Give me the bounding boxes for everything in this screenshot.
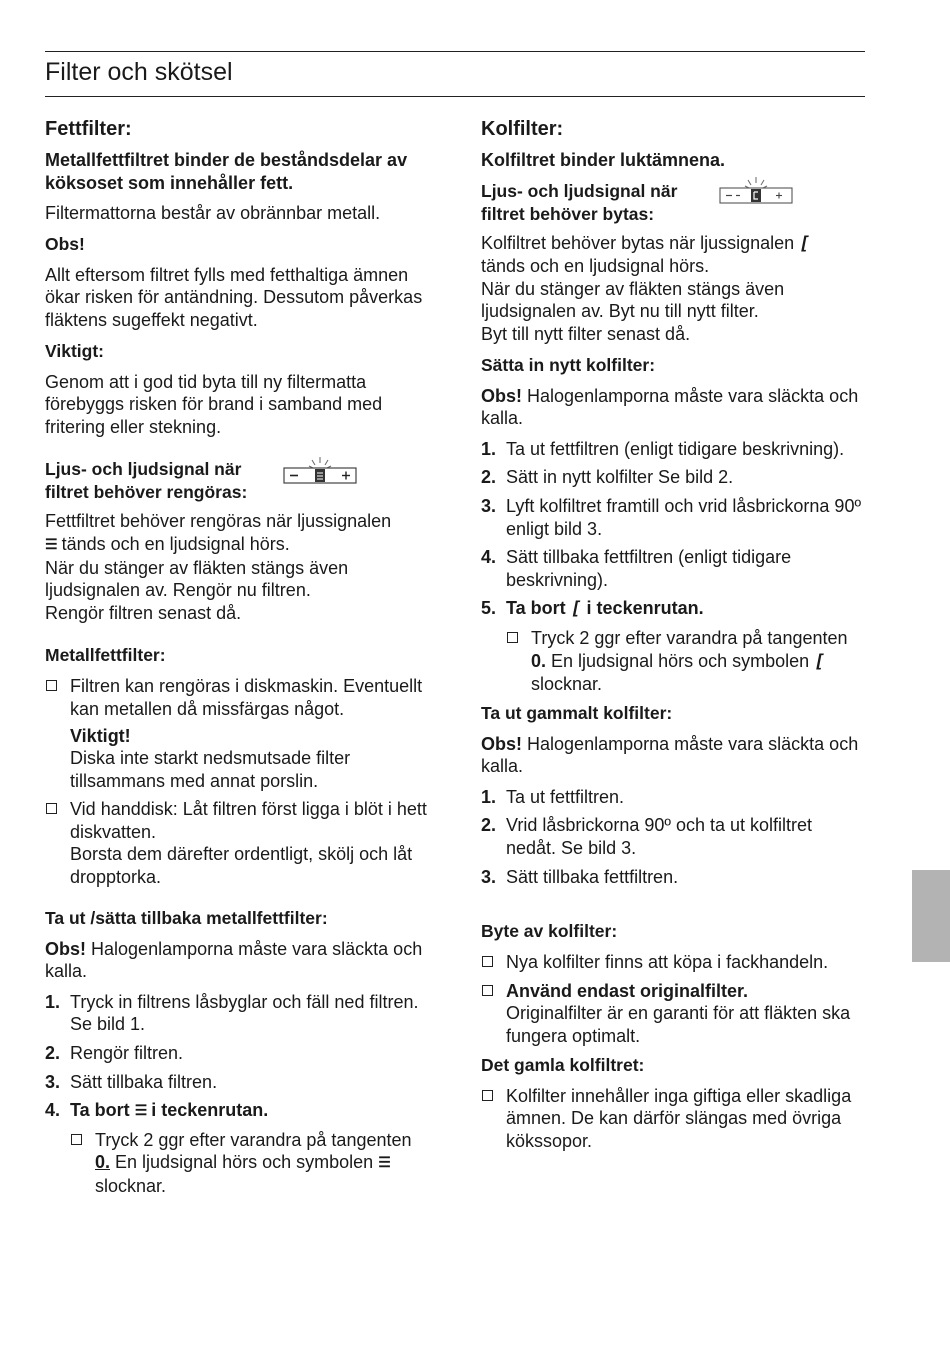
list-item: 3. Sätt tillbaka fettfiltren. [481, 866, 679, 887]
list-item: Filtren kan rengöras i diskmaskin. Eventuellt kan metallen då missfärgas något. Viktigt! Diska inte starkt nedsmutsade filter tillsammans med annat porslin. [45, 675, 430, 792]
obs-heading: Obs! [45, 233, 85, 254]
list-item: 1. Ta ut fettfiltren. [481, 786, 625, 807]
kolfilter-signal-icon [718, 176, 794, 215]
byte-heading: Byte av kolfilter: [481, 921, 618, 942]
list-item: Tryck 2 ggr efter varandra på tangenten 0. En ljudsignal hörs och symbolen ☰ slocknar. [70, 1129, 430, 1198]
nytt-step5 [481, 597, 866, 621]
grease-filter-symbol-icon: ☰ [45, 536, 57, 553]
list-item: 3. Lyft kolfiltret framtill och vrid låsbrickorna 90º enligt bild 3. [481, 495, 862, 539]
checkbox-icon [482, 1090, 493, 1101]
list-item: 2. Rengör filtren. [45, 1043, 184, 1064]
checkbox-icon [46, 803, 57, 814]
checkbox-icon [482, 956, 493, 967]
obs-text: Allt eftersom filtret fylls med fetthaltiga ämnen ökar risken för antändning. Dessutom påverkas fläktens sugeffekt negativt. [45, 264, 423, 330]
list-item: 2. Vrid låsbrickorna 90º och ta ut kolfiltret nedåt. Se bild 3. [481, 815, 813, 859]
viktigt-sublabel: Viktigt! [70, 725, 131, 746]
nytt-kolfilter-heading: Sätta in nytt kolfilter: [481, 354, 656, 375]
list-item: 1. Tryck in filtrens låsbyglar och fäll ned filtren. Se bild 1. [45, 991, 419, 1035]
metallfettfilter-list [45, 675, 430, 888]
byte-list [481, 951, 866, 1047]
grease-filter-symbol-icon: ☰ [378, 1155, 390, 1172]
checkbox-icon [71, 1134, 82, 1145]
top-rule [45, 51, 865, 52]
taut-heading: Ta ut /sätta tillbaka metallfettfilter: [45, 907, 328, 928]
gammalt-steps [481, 786, 866, 888]
viktigt-text: Genom att i god tid byta till ny filtermatta förebyggs risken för brand i samband med fritering eller stekning. [45, 371, 383, 437]
left-column [45, 118, 430, 1204]
checkbox-icon [46, 680, 57, 691]
right-column [481, 118, 866, 1158]
kolfilter-signal-p1: Kolfiltret behöver bytas när ljussignalen [ tänds och en ljudsignal hörs. [481, 232, 811, 277]
list-item: 5. Ta bort [ i teckenrutan. [481, 598, 704, 620]
fettfilter-signal-icon [282, 456, 358, 495]
metallfettfilter-heading: Metallfettfilter: [45, 645, 166, 666]
fettfilter-heading: Fettfilter: [45, 118, 132, 140]
list-item: Tryck 2 ggr efter varandra på tangenten 0. En ljudsignal hörs och symbolen [ slocknar. [506, 627, 866, 696]
grease-filter-symbol-icon: ☰ [134, 1103, 147, 1120]
carbon-filter-symbol-icon: [ [570, 598, 582, 620]
kolfilter-heading: Kolfilter: [481, 118, 564, 140]
fettfilter-signal-heading: Ljus- och ljudsignal när filtret behöver rengöras: [45, 459, 248, 503]
nytt-step5-sub [481, 627, 866, 696]
kolfilter-signal-heading: Ljus- och ljudsignal när filtret behöver bytas: [481, 180, 678, 224]
fettfilter-signal-p1: Fettfiltret behöver rengöras när ljussignalen ☰ tänds och en ljudsignal hörs. [45, 510, 430, 556]
list-item: Nya kolfilter finns att köpa i fackhandeln. [481, 951, 866, 974]
list-item: Vid handdisk: Låt filtren först ligga i blöt i hett diskvatten. Borsta dem därefter ordentligt, skölj och låt dropptorka. [45, 798, 430, 888]
nytt-steps [481, 438, 866, 592]
gamla-heading: Det gamla kolfiltret: [481, 1054, 645, 1075]
list-item: Använd endast originalfilter. Originalfilter är en garanti för att fläkten ska fungera optimalt. [481, 980, 866, 1048]
gammalt-kolfilter-heading: Ta ut gammalt kolfilter: [481, 702, 673, 723]
fettfilter-lead: Metallfettfiltret binder de beståndsdelar av köksoset som innehåller fett. [45, 150, 408, 193]
fettfilter-signal-p2: När du stänger av fläkten stängs även ljudsignalen av. Rengör nu filtren. [45, 557, 349, 601]
kolfilter-signal-p3: Byt till nytt filter senast då. [481, 323, 691, 344]
title-rule [45, 96, 865, 97]
checkbox-icon [507, 632, 518, 643]
list-item: 4. Sätt tillbaka fettfiltren (enligt tidigare beskrivning). [481, 547, 792, 590]
fettfilter-signal-p3: Rengör filtren senast då. [45, 602, 242, 623]
kolfilter-signal-row [481, 180, 866, 226]
list-item: Kolfilter innehåller inga giftiga eller skadliga ämnen. De kan därför slängas med övriga kökssopor. [481, 1085, 866, 1153]
checkbox-icon [482, 985, 493, 996]
taut-step4 [45, 1099, 430, 1123]
list-item: 4. Ta bort ☰ i teckenrutan. [45, 1099, 430, 1123]
viktigt-heading: Viktigt: [45, 340, 104, 361]
kolfilter-lead: Kolfiltret binder luktämnena. [481, 150, 726, 170]
page-title: Filter och skötsel [45, 58, 233, 86]
kolfilter-signal-p2: När du stänger av fläkten stängs även ljudsignalen av. Byt nu till nytt filter. [481, 278, 785, 322]
nytt-obs: Obs! Halogenlamporna måste vara släckta och kalla. [481, 385, 859, 429]
taut-obs: Obs! Halogenlamporna måste vara släckta och kalla. [45, 938, 423, 982]
section-tab-marker [912, 870, 950, 962]
gamla-list [481, 1085, 866, 1153]
carbon-filter-symbol-icon: [ [799, 232, 811, 254]
gammalt-obs: Obs! Halogenlamporna måste vara släckta och kalla. [481, 733, 859, 777]
list-item: 1. Ta ut fettfiltren (enligt tidigare beskrivning). [481, 438, 845, 459]
taut-step4-sub [45, 1129, 430, 1198]
list-item: 3. Sätt tillbaka filtren. [45, 1071, 218, 1092]
list-item: 2. Sätt in nytt kolfilter Se bild 2. [481, 467, 734, 488]
fettfilter-signal-row [45, 458, 430, 504]
fettfilter-text: Filtermattorna består av obrännbar metall. [45, 203, 381, 224]
taut-steps [45, 991, 430, 1093]
carbon-filter-symbol-icon: [ [814, 650, 826, 672]
